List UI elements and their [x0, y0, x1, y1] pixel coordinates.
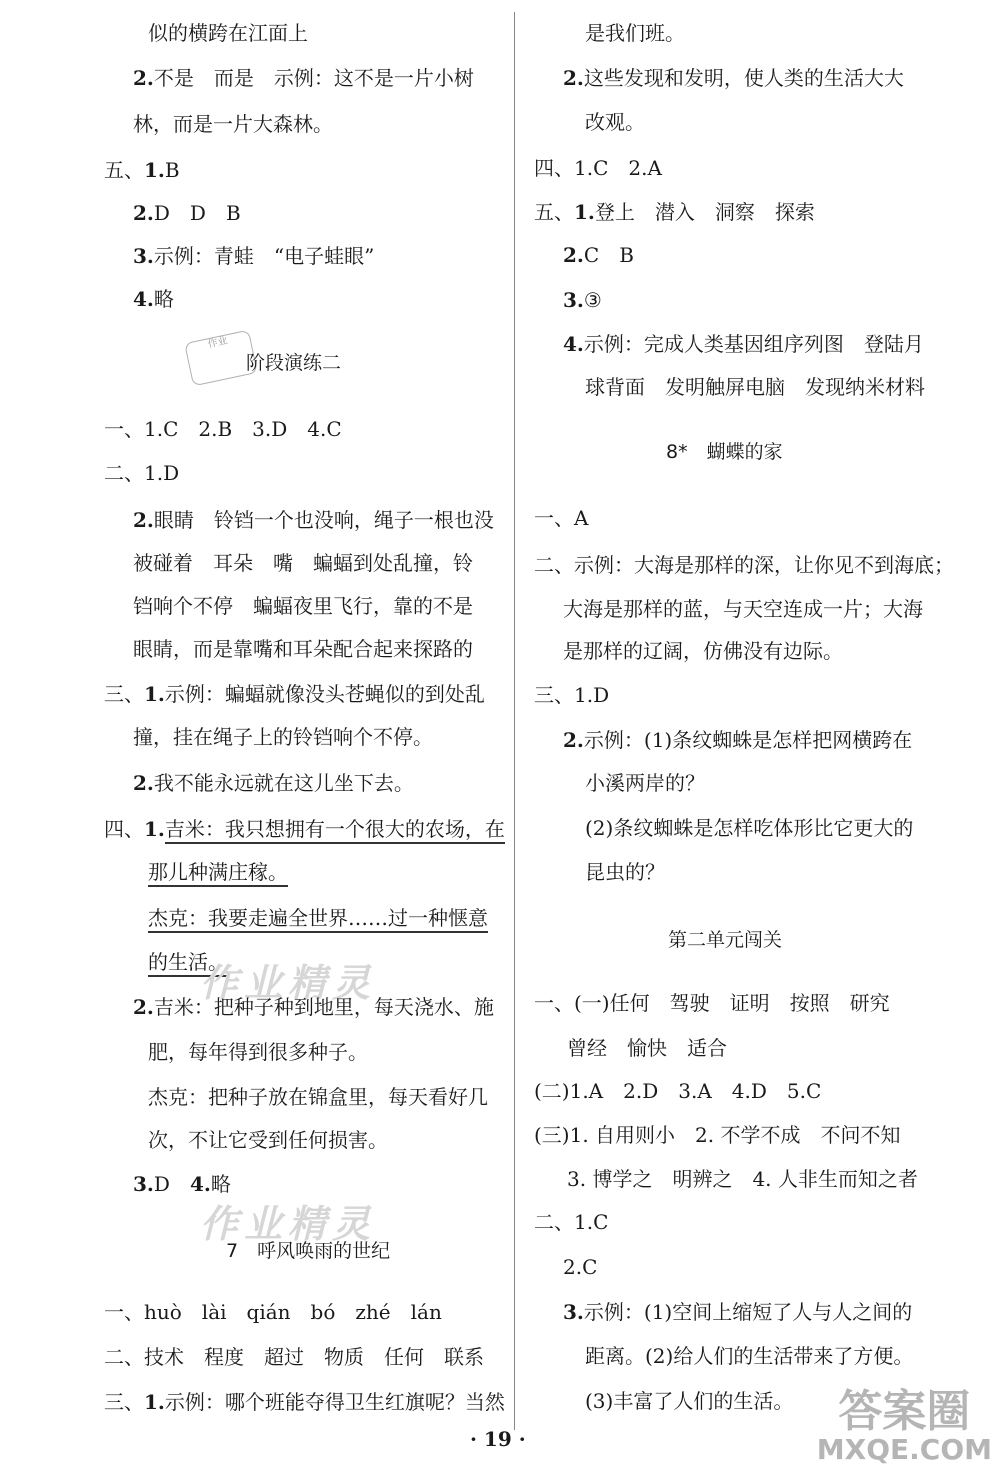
answer-line: 三、1.D [534, 683, 610, 707]
answer-line: 被碰着 耳朵 嘴 蝙蝠到处乱撞，铃 [133, 551, 473, 575]
answer-line: 撞，挂在绳子上的铃铛响个不停。 [133, 725, 433, 749]
answer-line: 肥，每年得到很多种子。 [148, 1040, 368, 1064]
answer-line: 小溪两岸的？ [585, 771, 705, 795]
answer-line: 一、A [534, 506, 589, 530]
answer-line: 距离。(2)给人们的生活带来了方便。 [585, 1344, 914, 1368]
answer-line: 2.吉米：把种子种到地里，每天浇水、施 [133, 995, 494, 1019]
answer-line: 2.示例：(1)条纹蜘蛛是怎样把网横跨在 [563, 728, 913, 752]
answer-line: 三、1.示例：哪个班能夺得卫生红旗呢？当然 [104, 1390, 505, 1414]
answer-line: 二、技术 程度 超过 物质 任何 联系 [104, 1345, 484, 1369]
answer-line: (2)条纹蜘蛛是怎样吃体形比它更大的 [585, 816, 914, 840]
answer-line: 那儿种满庄稼。 [148, 857, 288, 887]
answer-line: 曾经 愉快 适合 [567, 1036, 727, 1060]
answer-line: 3.③ [563, 288, 602, 312]
column-divider [514, 12, 515, 1430]
answer-line: 2.这些发现和发明，使人类的生活大大 [563, 66, 904, 90]
answer-line: 二、示例：大海是那样的深，让你见不到海底； [534, 553, 954, 577]
answer-line: 大海是那样的蓝，与天空连成一片；大海 [563, 597, 923, 621]
answer-line: 四、1.C 2.A [534, 156, 662, 180]
answer-line: 二、1.D [104, 461, 180, 485]
watermark-logo: 答案圈 MXQE.COM [816, 1386, 992, 1466]
answer-line: (3)丰富了人们的生活。 [585, 1389, 794, 1413]
answer-line: (三)1. 自用则小 2. 不学不成 不问不知 [534, 1123, 901, 1147]
answer-line: 一、(一)任何 驾驶 证明 按照 研究 [534, 991, 890, 1015]
section-heading: 第二单元闯关 [668, 929, 783, 951]
answer-line: 次，不让它受到任何损害。 [148, 1128, 388, 1152]
answer-line: 似的横跨在江面上 [148, 21, 308, 45]
answer-line: 改观。 [585, 110, 645, 134]
answer-line: 是那样的辽阔，仿佛没有边际。 [563, 639, 843, 663]
answer-line: 眼睛，而是靠嘴和耳朵配合起来探路的 [133, 637, 473, 661]
answer-line: 一、1.C 2.B 3.D 4.C [104, 417, 342, 441]
answer-line: 2.不是 而是 示例：这不是一片小树 [133, 66, 474, 90]
answer-line: 4.示例：完成人类基因组序列图 登陆月 [563, 332, 924, 356]
answer-line: 2.C [563, 1255, 598, 1279]
answer-line: 五、1.登上 潜入 洞察 探索 [534, 200, 815, 224]
watermark: 作业精灵 [200, 1202, 377, 1246]
answer-line: 四、1.吉米：我只想拥有一个很大的农场，在 [104, 814, 505, 844]
page-number: · 19 · [470, 1427, 526, 1451]
answer-line: 是我们班。 [585, 21, 685, 45]
stamp-logo: 作业 [184, 330, 258, 387]
answer-line: 3.D 4.略 [133, 1172, 231, 1196]
answer-line: 二、1.C [534, 1210, 609, 1234]
answer-line: 3. 博学之 明辨之 4. 人非生而知之者 [567, 1167, 918, 1191]
answer-line: 杰克：把种子放在锦盒里，每天看好几 [148, 1085, 488, 1109]
answer-line: 五、1.B [104, 158, 180, 182]
watermark: 作业精灵 [200, 961, 377, 1005]
answer-line: 昆虫的？ [585, 860, 665, 884]
answer-line: 2.我不能永远就在这儿坐下去。 [133, 771, 414, 795]
answer-line: 一、huò lài qián bó zhé lán [104, 1300, 442, 1324]
answer-line: 铛响个不停 蝙蝠夜里飞行，靠的不是 [133, 594, 473, 618]
answer-line: 3.示例：青蛙 “电子蛙眼” [133, 244, 375, 268]
answer-line: 三、1.示例：蝙蝠就像没头苍蝇似的到处乱 [104, 682, 485, 706]
answer-line: 2.眼睛 铃铛一个也没响，绳子一根也没 [133, 508, 494, 532]
answer-line: 球背面 发明触屏电脑 发现纳米材料 [585, 375, 925, 399]
answer-line: 的生活。 [148, 947, 228, 977]
answer-line: 林，而是一片大森林。 [133, 112, 333, 136]
answer-line: (二)1.A 2.D 3.A 4.D 5.C [534, 1079, 822, 1103]
answer-line: 3.示例：(1)空间上缩短了人与人之间的 [563, 1300, 913, 1324]
section-heading: 阶段演练二 [246, 352, 342, 374]
answer-line: 2.C B [563, 243, 634, 267]
answer-line: 2.D D B [133, 201, 241, 225]
answer-line: 杰克：我要走遍全世界……过一种惬意 [148, 903, 488, 933]
answer-line: 4.略 [133, 287, 174, 311]
section-heading: 7 呼风唤雨的世纪 [226, 1240, 391, 1262]
section-heading: 8* 蝴蝶的家 [666, 441, 783, 463]
